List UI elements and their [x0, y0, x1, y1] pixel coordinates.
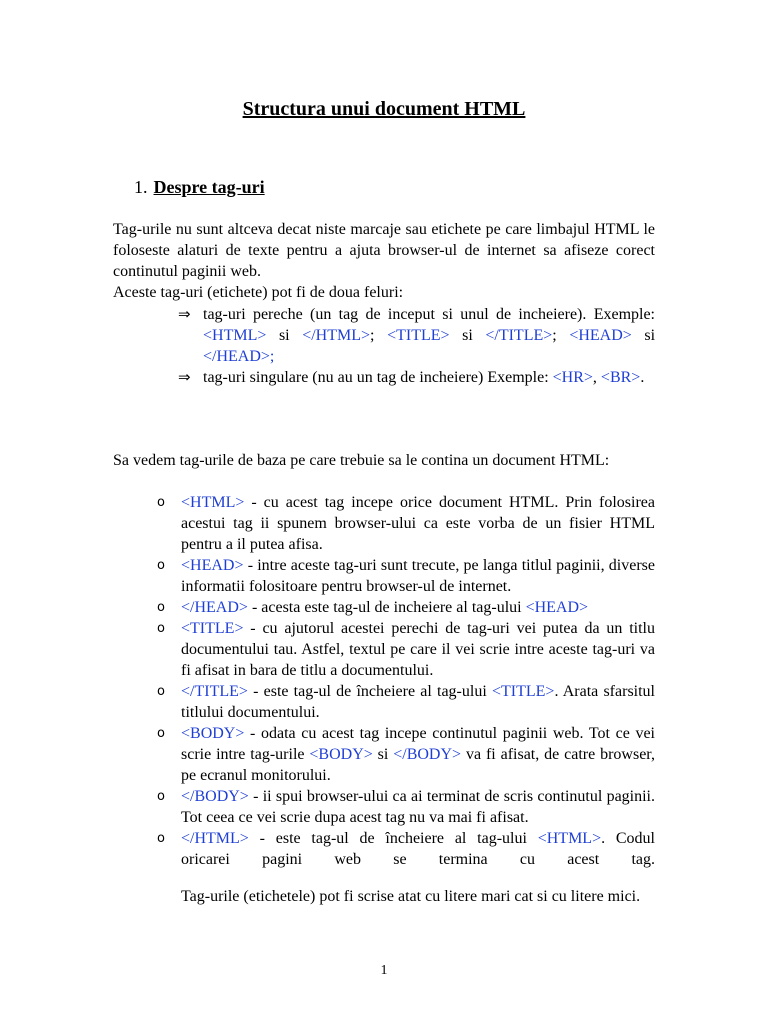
item-text: - intre aceste tag-uri sunt trecute, pe langa titlul paginii, diverse informatii folositoare pentru browser-ul de internet.: [181, 557, 655, 595]
list-item-body-close: [113, 786, 655, 828]
item-line-2: oricarei pagini web se termina cu acest tag.: [181, 851, 655, 868]
bullet-circle-icon: o: [157, 831, 165, 846]
separator: si: [449, 327, 486, 344]
item-text: - odata cu acest tag incepe continutul paginii web. Tot ce vei scrie intre tag-urile: [181, 725, 655, 763]
item-text: - ii spui browser-ului ca ai terminat de scris continutul paginii. Tot ceea ce vei scrie dupa acest tag nu va mai fi afisat.: [181, 788, 655, 826]
item-text: - este tag-ul de încheiere al tag-ului: [247, 683, 492, 700]
tag-br: <BR>: [600, 369, 641, 386]
tag-label: </TITLE>: [181, 683, 248, 700]
list-item-title: [113, 618, 655, 681]
tag-label: <HTML>: [181, 494, 245, 511]
tag-label: <HTML>: [537, 830, 602, 847]
separator: ,: [592, 369, 601, 386]
bullet-circle-icon: o: [157, 789, 165, 804]
tag-label: <TITLE>: [181, 620, 244, 637]
arrow-right-icon: ⇒: [178, 368, 191, 386]
list-item-title-close: [113, 681, 655, 723]
separator: ;: [552, 327, 570, 344]
item-text: tag-uri singulare (nu au un tag de incheiere) Exemple:: [203, 369, 553, 386]
section-heading: [134, 175, 265, 199]
list-item-head: [113, 555, 655, 597]
bullet-circle-icon: o: [157, 558, 165, 573]
separator: .: [640, 369, 645, 386]
bullet-circle-icon: o: [157, 726, 165, 741]
separator: si: [631, 327, 656, 344]
tag-label: <BODY>: [309, 746, 373, 763]
bullet-circle-icon: o: [157, 495, 165, 510]
tag-types-list: [113, 304, 655, 388]
tag-title-open: <TITLE>: [387, 327, 450, 344]
tag-head-close: </HEAD>;: [203, 348, 275, 365]
arrow-right-icon: ⇒: [178, 305, 191, 323]
item-line-1: [181, 828, 655, 849]
item-text: va fi afisat, de catre browser, pe ecranul monitorului.: [181, 746, 655, 784]
separator: si: [266, 327, 303, 344]
tag-html-open: <HTML>: [203, 327, 267, 344]
intro-paragraph: [113, 219, 655, 303]
tag-label: </HEAD>: [181, 599, 248, 616]
tag-label: </BODY>: [181, 788, 249, 805]
basic-tags-intro: Sa vedem tag-urile de baza pe care trebuie sa le contina un document HTML:: [113, 452, 610, 469]
item-text: - este tag-ul de încheiere al tag-ului: [248, 830, 538, 847]
tag-label: </HTML>: [181, 830, 249, 847]
page-number: 1: [380, 963, 388, 978]
section-title: Despre tag-uri: [153, 177, 265, 197]
tag-label: <HEAD>: [525, 599, 589, 616]
tag-html-close: </HTML>: [302, 327, 371, 344]
tag-label: <HEAD>: [181, 557, 244, 574]
list-item-html-close: [113, 828, 655, 870]
tag-title-close: </TITLE>: [485, 327, 553, 344]
list-item-body: [113, 723, 655, 786]
section-number: 1.: [134, 177, 148, 197]
separator: ;: [370, 327, 388, 344]
item-text: - acesta este tag-ul de incheiere al tag-ului: [247, 599, 526, 616]
list-item-head-close: [113, 597, 655, 618]
bullet-circle-icon: o: [157, 621, 165, 636]
document-title: Structura unui document HTML: [242, 98, 526, 120]
intro-text-1: Tag-urile nu sunt altceva decat niste marcaje sau etichete pe care limbajul HTML le foloseste alaturi de texte pentru a ajuta browser-ul de internet sa afiseze corect continutul paginii web.: [113, 221, 655, 280]
list-item-single-tags: [113, 367, 655, 388]
item-text: - cu ajutorul acestei perechi de tag-uri vei putea da un titlu documentului tau. Astfel, textul pe care il vei scrie intre aceste tag-uri va fi afisat in bara de titlu a documentului.: [181, 620, 655, 679]
item-text: tag-uri pereche (un tag de inceput si unul de incheiere). Exemple:: [203, 306, 655, 323]
tag-label: <BODY>: [181, 725, 245, 742]
list-item-html: [113, 492, 655, 555]
basic-tags-list: [113, 492, 655, 870]
item-text: - cu acest tag incepe orice document HTML. Prin folosirea acestui tag ii spunem browser-ului ca este vorba de un fisier HTML pentru a il putea afisa.: [181, 494, 655, 553]
tag-label: <TITLE>: [491, 683, 555, 700]
bullet-circle-icon: o: [157, 684, 165, 699]
case-note: Tag-urile (etichetele) pot fi scrise atat cu litere mari cat si cu litere mici.: [181, 888, 641, 905]
item-text: si: [372, 746, 394, 763]
item-text: . Arata sfarsitul titlului documentului.: [181, 683, 656, 721]
tag-hr: <HR>: [552, 369, 593, 386]
intro-text-2: Aceste tag-uri (etichete) pot fi de doua feluri:: [113, 284, 404, 301]
tag-label: </BODY>: [393, 746, 462, 763]
item-text: . Codul: [601, 830, 656, 847]
bullet-circle-icon: o: [157, 600, 165, 615]
tag-head-open: <HEAD>: [569, 327, 632, 344]
list-item-paired-tags: [113, 304, 655, 367]
